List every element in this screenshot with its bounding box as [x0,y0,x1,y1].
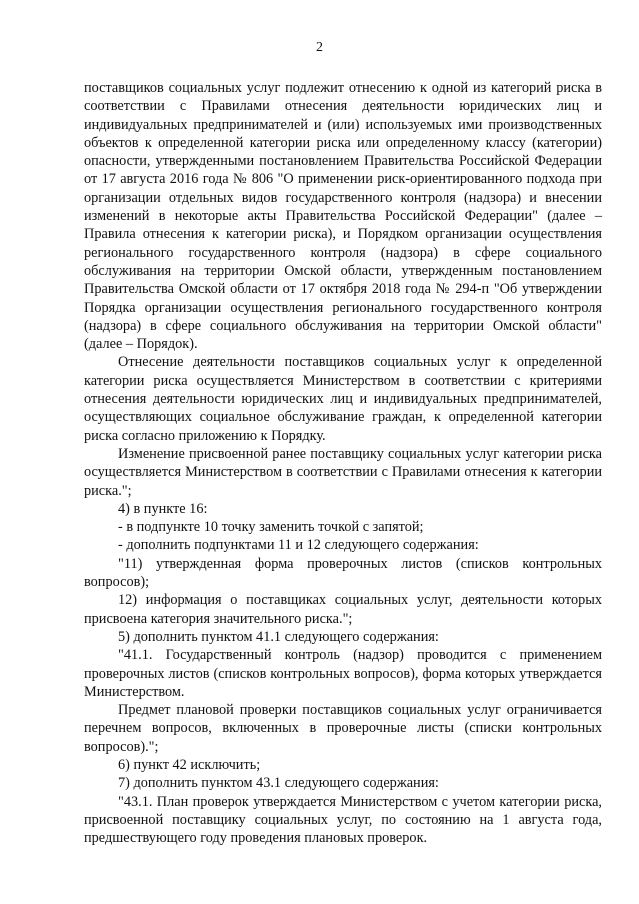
paragraph: 5) дополнить пунктом 41.1 следующего содержания: [118,628,439,645]
paragraph: поставщиков социальных услуг подлежит отнесению к одной из категорий риска в соответствии с Правилами отнесения деятельности юридических лиц и индивидуальных предпринимателей и (или) используемых ими производственных объектов к определенной категории риска или определенному классу (категории) опасности, утвержденными постановлением Правительства Российской Федерации от 17 августа 2016 года № 806 "О применении риск-ориентированного подхода при организации отдельных видов государственного контроля (надзора) и внесении изменений в некоторые акты Правительства Российской Федерации" (далее – Правила отнесения к категории риска), и Порядком организации осуществления регионального государственного контроля (надзора) в сфере социального обслуживания на территории Омской области, утвержденным постановлением Правительства Омской области от 17 октября 2018 года № 294-п "Об утверждении Порядка организации осуществления регионального государственного контроля (надзора) в сфере социального обслуживания на территории Омской области" (далее – Порядок). [84,80,602,353]
paragraph: 4) в пункте 16: [118,500,208,517]
paragraph: Изменение присвоенной ранее поставщику социальных услуг категории риска осуществляется Министерством в соответствии с Правилами отнесения к категории риска."; [84,445,602,499]
paragraph: - дополнить подпунктами 11 и 12 следующего содержания: [118,537,479,554]
paragraph: - в подпункте 10 точку заменить точкой с запятой; [118,519,424,536]
paragraph: 12) информация о поставщиках социальных услуг, деятельности которых присвоена категория значительного риска."; [84,592,602,627]
document-body [84,79,602,847]
paragraph: "43.1. План проверок утверждается Министерством с учетом категории риска, присвоенной поставщику социальных услуг, по состоянию на 1 августа года, предшествующего году проведения плановых проверок. [84,793,602,847]
paragraph: 7) дополнить пунктом 43.1 следующего содержания: [118,775,439,792]
paragraph: "11) утвержденная форма проверочных листов (списков контрольных вопросов); [84,555,602,591]
page-number: 2 [316,40,323,55]
paragraph: Предмет плановой проверки поставщиков социальных услуг ограничивается перечнем вопросов, включенных в проверочные листы (списки контрольных вопросов)."; [84,702,602,755]
paragraph: 6) пункт 42 исключить; [118,756,261,773]
paragraph: "41.1. Государственный контроль (надзор) проводится с применением проверочных листов (списков контрольных вопросов), форма которых утверждается Министерством. [84,647,602,700]
paragraph: Отнесение деятельности поставщиков социальных услуг к определенной категории риска осуществляется Министерством в соответствии с критериями отнесения деятельности юридических лиц и индивидуальных предпринимателей, осуществляющих социальное обслуживание граждан, к определенной категории риска согласно приложению к Порядку. [84,354,602,444]
